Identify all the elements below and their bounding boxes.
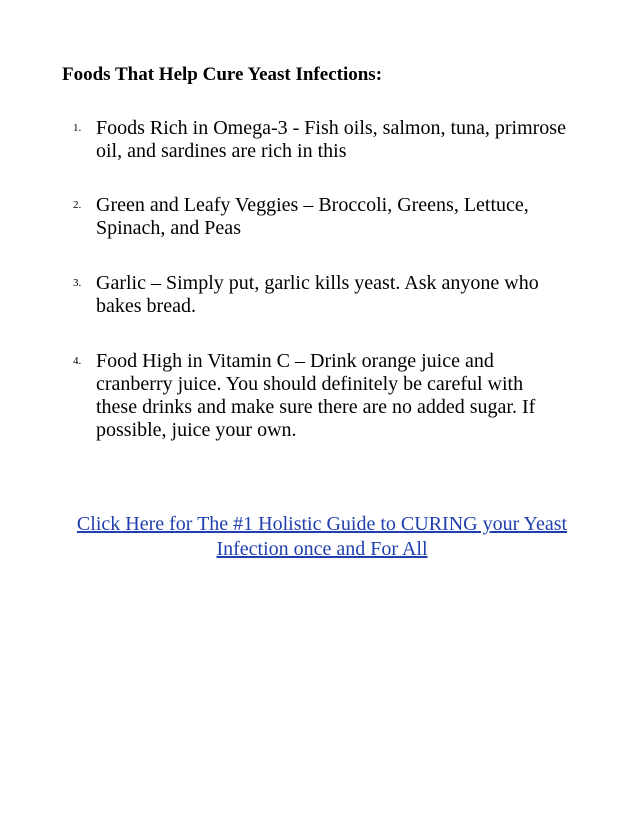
holistic-guide-link[interactable]: Click Here for The #1 Holistic Guide to CURING your Yeast Infection once and For All xyxy=(76,513,568,560)
page-title: Foods That Help Cure Yeast Infections: xyxy=(62,64,383,85)
list-item-text: Foods Rich in Omega-3 - Fish oils, salmon, tuna, primrose oil, and sardines are rich in this xyxy=(96,117,566,162)
list-item-text: Food High in Vitamin C – Drink orange juice and cranberry juice. You should definitely be careful with these drinks and make sure there are no added sugar. If possible, juice your own. xyxy=(96,350,536,441)
list-item-text: Garlic – Simply put, garlic kills yeast. Ask anyone who bakes bread. xyxy=(96,272,539,317)
list-item-text: Green and Leafy Veggies – Broccoli, Greens, Lettuce, Spinach, and Peas xyxy=(96,194,529,239)
list-item-number: 1. xyxy=(73,122,82,134)
list-item-number: 3. xyxy=(73,277,82,289)
list-item-number: 4. xyxy=(73,355,82,367)
list-item-number: 2. xyxy=(73,199,82,211)
